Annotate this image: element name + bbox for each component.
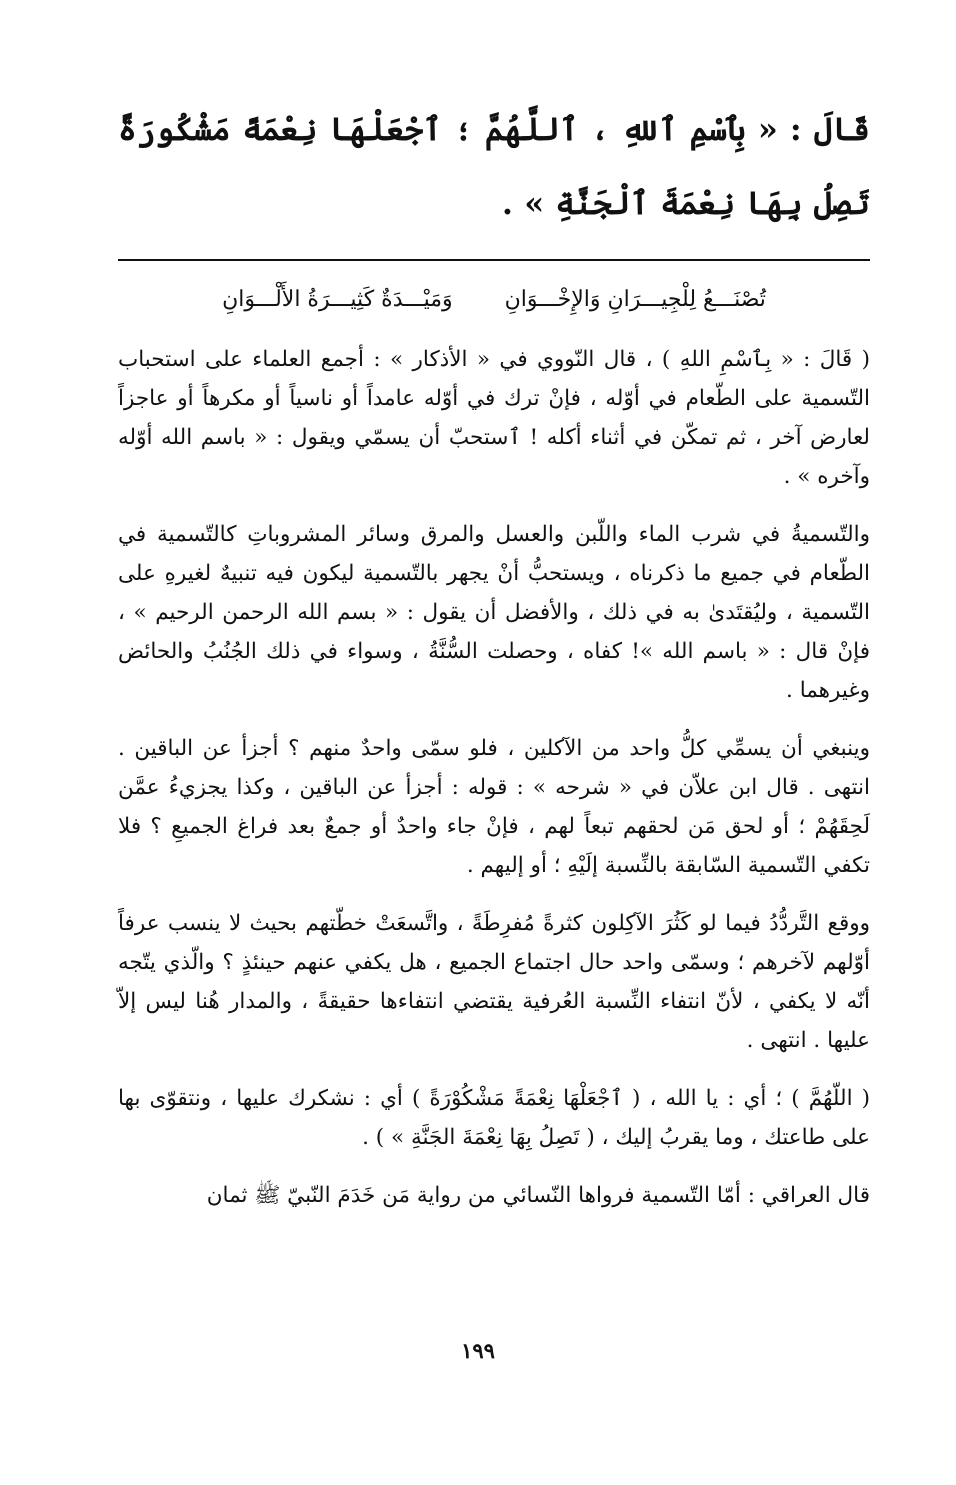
commentary-paragraph: ووقع التَّردُّدُ فيما لو كَثُرَ الآكِلون كثرةً مُفرِطَةً ، واتَّسعَتْ خطّتهم بحيث لا ينسب عرفاً أوّلهم لآخرهم ؛ وسمّى واحد حال اجتماع الجميع ، هل يكفي عنهم حينئذٍ ؟ والّذي يتّجه أنّه لا يكفي ، لأنّ انتفاء النِّسبة العُرفية يقتضي انتفاءها حقيقةً ، والمدار هُنا ليس إلاّ عليها . انتهى .: [118, 911, 870, 1053]
poem-hemistich-left: وَمَيْـــدَةٌ كَثِيـــرَةُ الأَلْـــوَانِ: [222, 287, 453, 312]
commentary-paragraph: قال العراقي : أمّا التّسمية فرواها النّسائي من رواية مَن خَدَمَ النّبيّ ﷺ ثمان: [206, 1183, 870, 1208]
commentary-paragraph: وينبغي أن يسمِّي كلُّ واحد من الآكلين ، فلو سمّى واحدٌ منهم ؟ أجزأ عن الباقين . انتهى . قال ابن علاّن في « شرحه » : قوله : أجزأ عن الباقين ، وكذا يجزيءُ عمَّن لَحِقَهُمْ ؛ أو لحق مَن لحقهم تبعاً لهم ، فإنْ جاء واحدٌ أو جمعٌ بعد فراغ الجميعِ ؟ فلا تكفي التّسمية السّابقة بالنِّسبة إلَيْهِ ؛ أو إليهم .: [118, 736, 870, 878]
commentary-paragraph: ( اللّهُمَّ ) ؛ أي : يا الله ، ( ٱجْعَلْهَا نِعْمَةً مَشْكُوْرَةً ) أي : نشكرك عليها ، ونتقوّى بها على طاعتك ، وما يقربُ إليك ، ( تَصِلُ بِهَا نِعْمَةَ الجَنَّةِ » ) .: [118, 1086, 870, 1150]
poem-verse: [118, 282, 870, 318]
page-number: ١٩٩: [461, 1338, 495, 1363]
commentary-paragraph: والتّسميةُ في شرب الماء واللّبن والعسل والمرق وسائر المشروباتِ كالتّسمية في الطّعام في جميع ما ذكرناه ، ويستحبُّ أنْ يجهر بالتّسمية ليكون فيه تنبيهٌ لغيرهِ على التّسمية ، وليُقتَدىٰ به في ذلك ، والأفضل أن يقول : « بسم الله الرحمن الرحيم » ، فإنْ قال : « باسم الله »! كفاه ، وحصلت السُّنَّةُ ، وسواء في ذلك الجُنُبُ والحائض وغيرهما .: [118, 522, 870, 703]
hadith-text: قَالَ : « بِٱسْمِ ٱللهِ ، ٱللَّهُمَّ ؛ ٱجْعَلْهَا نِعْمَةً مَشْكُورَةً تَصِلُ بِهَا نِعْمَةَ ٱلْجَنَّةِ » .: [118, 110, 870, 222]
poem-hemistich-right: تُصْنَـــعُ لِلْجِيـــرَانِ وَالإِخْـــوَانِ: [504, 287, 766, 312]
separator-rule: [118, 259, 870, 261]
commentary-paragraph: ( قَالَ : « بِٱسْمِ اللهِ ) ، قال النّووي في « الأذكار » : أجمع العلماء على استحباب التّسمية على الطّعام في أوّله ، فإنْ ترك في أوّله عامداً أو ناسياً أو مكرهاً أو عاجزاً لعارض آخر ، ثم تمكّن في أثناء أكله ! ٱستحبّ أن يسمّي ويقول : « باسم الله أوّله وآخره » .: [118, 347, 870, 489]
commentary: [118, 340, 870, 1234]
